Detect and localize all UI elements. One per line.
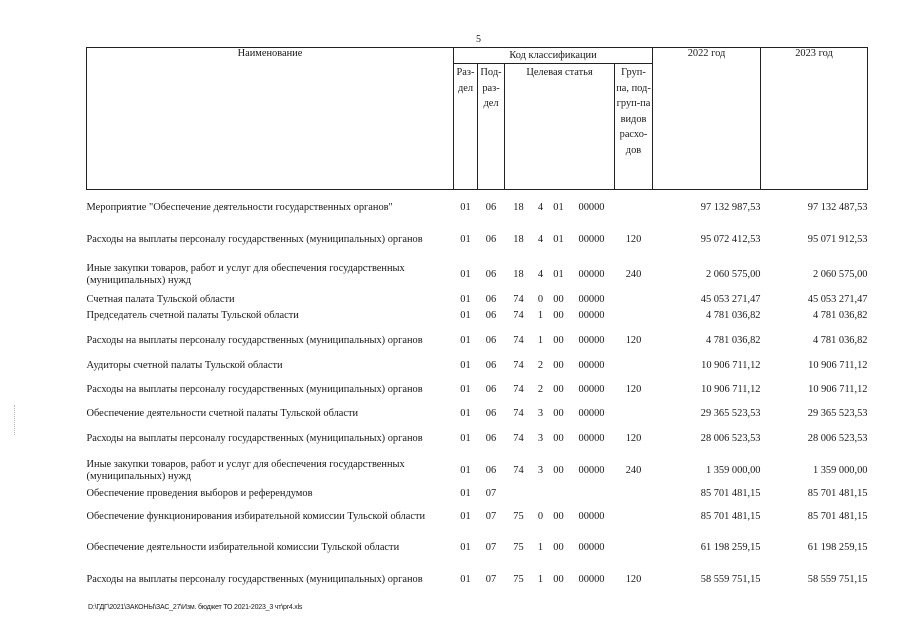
row-name: Обеспечение деятельности избирательной комиссии Тульской области xyxy=(86,542,400,553)
row-expense-group: 120 xyxy=(625,233,642,245)
row-amount-2022: 2 060 575,00 xyxy=(705,269,761,280)
row-target-event: 00 xyxy=(553,335,564,346)
header-target-article: Целевая статья xyxy=(505,64,615,190)
row-amount-2023: 1 359 000,00 xyxy=(812,464,868,476)
table-row xyxy=(87,308,868,324)
row-amount-2022: 10 906 711,12 xyxy=(701,383,761,395)
row-name: Председатель счетной палаты Тульской области xyxy=(86,310,299,321)
table-row xyxy=(87,423,868,454)
row-expense-group: 120 xyxy=(625,383,642,395)
row-amount-2023: 45 053 271,47 xyxy=(807,294,868,305)
row-name: Аудиторы счетной палаты Тульской области xyxy=(86,360,283,371)
row-target-program: 74 xyxy=(513,464,524,476)
row-target-program: 74 xyxy=(513,335,524,346)
row-amount-2023: 4 781 036,82 xyxy=(812,310,868,321)
file-path-footer: D:\ГДГ\2021\ЗАКОНЫ\ЗАС_27\Изм. бюджет ТО 2021-2023_3 чт\pr4.xls xyxy=(88,604,303,611)
row-target-direction: 00000 xyxy=(578,573,605,585)
row-target-direction: 00000 xyxy=(578,233,605,245)
row-section: 01 xyxy=(460,294,471,305)
row-name: Расходы на выплаты персоналу государственных (муниципальных) органов xyxy=(86,432,423,444)
row-amount-2023: 95 071 912,53 xyxy=(807,233,868,245)
row-target-event: 01 xyxy=(553,202,564,213)
row-name: Мероприятие "Обеспечение деятельности государственных органов" xyxy=(86,202,393,213)
row-target-direction: 00000 xyxy=(578,202,605,213)
row-target-direction: 00000 xyxy=(578,294,605,305)
row-subsection: 06 xyxy=(485,360,497,371)
row-subsection: 07 xyxy=(485,488,497,499)
row-target-direction: 00000 xyxy=(578,432,605,444)
row-subsection: 06 xyxy=(485,269,497,280)
row-section: 01 xyxy=(460,360,471,371)
row-name: Счетная палата Тульской области xyxy=(86,294,235,305)
table-row xyxy=(87,221,868,258)
row-target-event: 00 xyxy=(553,294,564,305)
row-amount-2023: 4 781 036,82 xyxy=(812,335,868,346)
row-expense-group: 120 xyxy=(625,335,642,346)
row-section: 01 xyxy=(460,464,471,476)
row-name: Расходы на выплаты персоналу государственных (муниципальных) органов xyxy=(86,573,423,585)
row-subsection: 06 xyxy=(485,464,497,476)
row-expense-group: 240 xyxy=(625,464,642,476)
row-target-event: 01 xyxy=(553,233,564,245)
row-amount-2022: 85 701 481,15 xyxy=(700,510,761,522)
row-target-subprogram: 1 xyxy=(537,335,544,346)
row-amount-2022: 28 006 523,53 xyxy=(700,432,761,444)
row-amount-2022: 4 781 036,82 xyxy=(705,310,761,321)
row-amount-2022: 4 781 036,82 xyxy=(705,335,761,346)
row-target-subprogram: 2 xyxy=(537,383,544,395)
row-target-direction: 00000 xyxy=(578,269,605,280)
row-target-event: 00 xyxy=(553,510,564,522)
row-section: 01 xyxy=(460,510,471,522)
row-section: 01 xyxy=(460,233,471,245)
table-row xyxy=(87,358,868,374)
row-subsection: 06 xyxy=(485,383,497,395)
row-subsection: 07 xyxy=(485,573,497,585)
row-target-event: 00 xyxy=(553,464,564,476)
row-target-program: 75 xyxy=(513,510,524,522)
table-row xyxy=(87,405,868,423)
row-amount-2023: 10 906 711,12 xyxy=(808,360,868,371)
row-name: Иные закупки товаров, работ и услуг для обеспечения государственных (муниципальных) нужд xyxy=(86,263,405,286)
row-target-program: 74 xyxy=(513,383,524,395)
row-target-event: 00 xyxy=(553,573,564,585)
row-target-event: 00 xyxy=(553,408,564,419)
row-subsection: 06 xyxy=(485,294,497,305)
budget-table xyxy=(86,47,868,595)
row-name: Расходы на выплаты персоналу государственных (муниципальных) органов xyxy=(86,233,423,245)
row-target-subprogram: 3 xyxy=(537,464,544,476)
header-classification: Код классификации xyxy=(454,48,653,64)
row-name: Обеспечение деятельности счетной палаты Тульской области xyxy=(86,408,359,419)
row-amount-2022: 58 559 751,15 xyxy=(700,573,761,585)
row-target-direction: 00000 xyxy=(578,310,605,321)
row-amount-2022: 61 198 259,15 xyxy=(700,542,761,553)
margin-marks xyxy=(14,405,17,435)
row-subsection: 06 xyxy=(485,335,497,346)
row-expense-group xyxy=(615,532,653,564)
row-amount-2022: 29 365 523,53 xyxy=(700,408,761,419)
table-row xyxy=(87,374,868,405)
row-target-event: 00 xyxy=(553,310,564,321)
page-number: 5 xyxy=(476,34,481,45)
row-target-program: 18 xyxy=(513,269,524,280)
row-expense-group: 120 xyxy=(625,573,642,585)
table-row xyxy=(87,292,868,308)
table-row xyxy=(87,195,868,221)
row-amount-2022: 85 701 481,15 xyxy=(700,488,761,499)
row-target-event: 00 xyxy=(553,360,564,371)
row-section: 01 xyxy=(460,408,471,419)
header-year-2022: 2022 год xyxy=(653,48,761,190)
row-subsection: 06 xyxy=(485,202,497,213)
row-subsection: 07 xyxy=(485,542,497,553)
row-amount-2022: 97 132 987,53 xyxy=(700,202,761,213)
row-target-subprogram: 1 xyxy=(537,542,544,553)
row-amount-2022: 95 072 412,53 xyxy=(700,233,761,245)
row-amount-2023: 85 701 481,15 xyxy=(807,510,868,522)
row-expense-group xyxy=(615,195,653,221)
row-target-direction: 00000 xyxy=(578,335,605,346)
row-target-event xyxy=(549,487,569,501)
table-row xyxy=(87,564,868,595)
header-section: Раз-дел xyxy=(454,64,478,190)
row-target-subprogram: 3 xyxy=(537,432,544,444)
row-target-event: 00 xyxy=(553,542,564,553)
row-amount-2023: 58 559 751,15 xyxy=(807,573,868,585)
row-target-program: 75 xyxy=(513,542,524,553)
row-subsection: 07 xyxy=(485,510,497,522)
row-target-direction: 00000 xyxy=(578,464,605,476)
row-target-subprogram: 4 xyxy=(537,233,544,245)
row-target-event: 01 xyxy=(553,269,564,280)
row-name: Обеспечение функционирования избирательной комиссии Тульской области xyxy=(86,510,426,522)
row-expense-group xyxy=(615,487,653,501)
row-target-subprogram: 4 xyxy=(537,269,544,280)
table-row xyxy=(87,487,868,501)
row-section: 01 xyxy=(460,383,471,395)
header-name: Наименование xyxy=(87,48,454,190)
row-expense-group xyxy=(615,405,653,423)
row-target-direction: 00000 xyxy=(578,510,605,522)
header-year-2023: 2023 год xyxy=(761,48,868,190)
row-amount-2022: 1 359 000,00 xyxy=(705,464,761,476)
row-subsection: 06 xyxy=(485,432,497,444)
row-target-program: 74 xyxy=(513,408,524,419)
row-target-program: 75 xyxy=(513,573,524,585)
row-name: Обеспечение проведения выборов и референдумов xyxy=(86,488,313,499)
row-section: 01 xyxy=(460,573,471,585)
row-target-program: 74 xyxy=(513,360,524,371)
table-row xyxy=(87,324,868,358)
row-target-subprogram: 3 xyxy=(537,408,544,419)
row-target-direction: 00000 xyxy=(578,360,605,371)
table-body xyxy=(87,190,868,596)
row-target-direction xyxy=(569,487,615,501)
table-row xyxy=(87,258,868,292)
row-subsection: 06 xyxy=(485,408,497,419)
row-name: Расходы на выплаты персоналу государственных (муниципальных) органов xyxy=(86,383,423,395)
row-section: 01 xyxy=(460,202,471,213)
row-amount-2023: 85 701 481,15 xyxy=(807,488,868,499)
row-target-subprogram xyxy=(533,487,549,501)
row-name: Расходы на выплаты персоналу государственных (муниципальных) органов xyxy=(86,335,423,346)
row-target-subprogram: 0 xyxy=(537,510,544,522)
row-expense-group xyxy=(615,501,653,532)
table-row xyxy=(87,532,868,564)
table-row xyxy=(87,454,868,487)
row-subsection: 06 xyxy=(485,310,497,321)
row-target-program: 74 xyxy=(513,310,524,321)
row-expense-group: 240 xyxy=(625,269,642,280)
row-target-program: 74 xyxy=(513,294,524,305)
row-amount-2023: 97 132 487,53 xyxy=(807,202,868,213)
header-expense-group: Груп-па, под-груп-па видов расхо-дов xyxy=(615,64,653,190)
row-target-subprogram: 2 xyxy=(537,360,544,371)
row-name: Иные закупки товаров, работ и услуг для обеспечения государственных (муниципальных) нужд xyxy=(86,458,405,482)
row-section: 01 xyxy=(460,542,471,553)
row-expense-group xyxy=(615,358,653,374)
row-target-event: 00 xyxy=(553,383,564,395)
row-target-direction: 00000 xyxy=(578,408,605,419)
table-row xyxy=(87,501,868,532)
row-amount-2022: 10 906 711,12 xyxy=(701,360,761,371)
row-expense-group xyxy=(615,292,653,308)
row-subsection: 06 xyxy=(485,233,497,245)
row-amount-2023: 29 365 523,53 xyxy=(807,408,868,419)
row-target-subprogram: 4 xyxy=(537,202,544,213)
row-expense-group: 120 xyxy=(625,432,642,444)
row-target-direction: 00000 xyxy=(578,383,605,395)
row-target-program: 18 xyxy=(513,202,524,213)
row-section: 01 xyxy=(460,432,471,444)
row-expense-group xyxy=(615,308,653,324)
row-amount-2023: 2 060 575,00 xyxy=(812,269,868,280)
row-section: 01 xyxy=(460,310,471,321)
row-amount-2023: 10 906 711,12 xyxy=(808,383,868,395)
row-amount-2023: 61 198 259,15 xyxy=(807,542,868,553)
row-target-subprogram: 1 xyxy=(537,310,544,321)
row-target-program xyxy=(505,487,533,501)
row-section: 01 xyxy=(460,269,471,280)
row-target-program: 18 xyxy=(513,233,524,245)
row-target-direction: 00000 xyxy=(578,542,605,553)
row-section: 01 xyxy=(460,488,471,499)
row-section: 01 xyxy=(460,335,471,346)
row-target-program: 74 xyxy=(513,432,524,444)
row-amount-2022: 45 053 271,47 xyxy=(700,294,761,305)
header-subsection: Под-раз-дел xyxy=(478,64,505,190)
row-target-subprogram: 0 xyxy=(537,294,544,305)
row-target-event: 00 xyxy=(553,432,564,444)
row-amount-2023: 28 006 523,53 xyxy=(807,432,868,444)
row-target-subprogram: 1 xyxy=(537,573,544,585)
